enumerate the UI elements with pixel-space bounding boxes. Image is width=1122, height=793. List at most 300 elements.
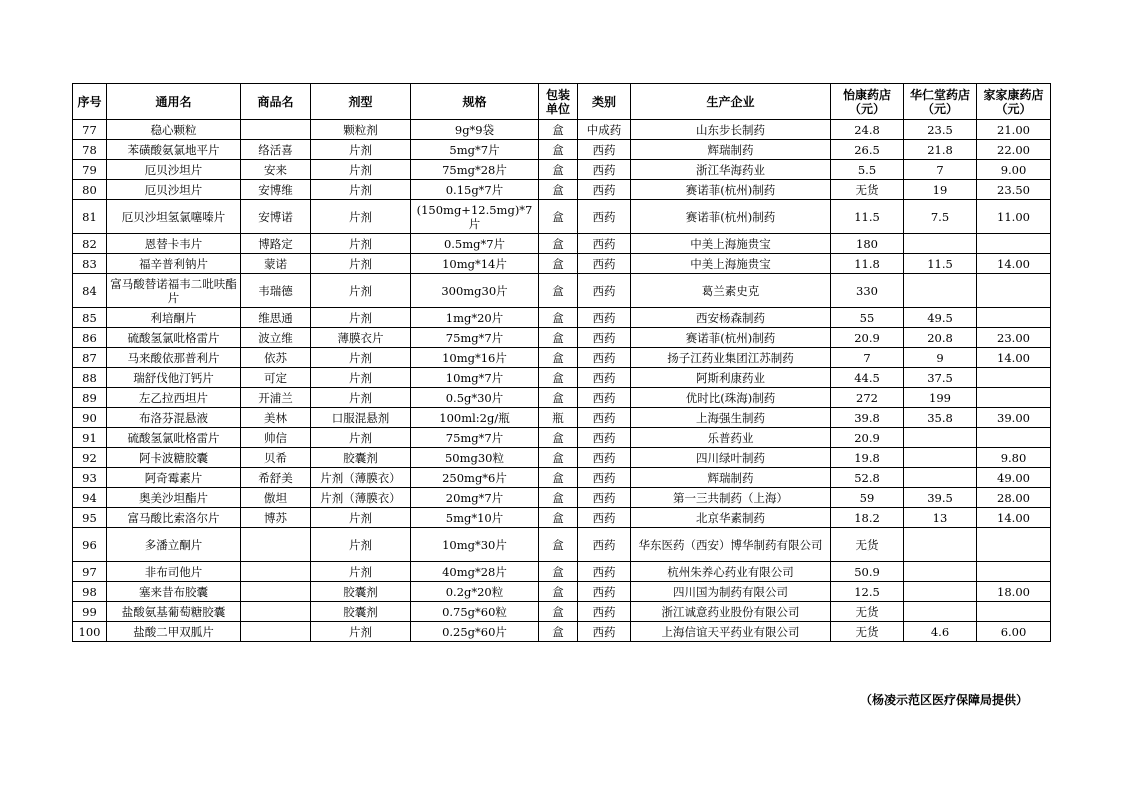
header-text: （元）	[921, 101, 958, 116]
cell-huarentang-price: 4.6	[904, 622, 977, 642]
cell-huarentang-price	[904, 562, 977, 582]
cell-huarentang-price: 11.5	[904, 254, 977, 274]
cell-yikang-price: 26.5	[831, 140, 904, 160]
cell-yikang-price: 无货	[831, 622, 904, 642]
table-row	[73, 528, 1051, 562]
cell-package-unit: 盒	[539, 328, 578, 348]
cell-manufacturer: 山东步长制药	[631, 120, 831, 140]
cell-category: 西药	[578, 602, 631, 622]
cell-manufacturer: 赛诺菲(杭州)制药	[631, 180, 831, 200]
cell-jiajiakang-price: 22.00	[977, 140, 1051, 160]
cell-brand-name	[241, 582, 311, 602]
cell-manufacturer: 赛诺菲(杭州)制药	[631, 200, 831, 234]
cell-package-unit: 盒	[539, 160, 578, 180]
cell-brand-name: 蒙诺	[241, 254, 311, 274]
cell-package-unit: 盒	[539, 428, 578, 448]
cell-jiajiakang-price: 6.00	[977, 622, 1051, 642]
cell-package-unit: 盒	[539, 348, 578, 368]
header-text: 商品名	[257, 94, 294, 109]
cell-generic-name: 苯磺酸氨氯地平片	[107, 140, 241, 160]
cell-yikang-price: 20.9	[831, 328, 904, 348]
header-jiajiakang-price	[977, 84, 1051, 120]
cell-manufacturer: 葛兰素史克	[631, 274, 831, 308]
cell-manufacturer: 赛诺菲(杭州)制药	[631, 328, 831, 348]
cell-manufacturer: 浙江诚意药业股份有限公司	[631, 602, 831, 622]
cell-seq: 96	[73, 528, 107, 562]
cell-package-unit: 盒	[539, 388, 578, 408]
cell-manufacturer: 阿斯利康药业	[631, 368, 831, 388]
cell-huarentang-price	[904, 582, 977, 602]
cell-huarentang-price: 13	[904, 508, 977, 528]
cell-huarentang-price: 23.5	[904, 120, 977, 140]
cell-generic-name: 福辛普利钠片	[107, 254, 241, 274]
table-row	[73, 120, 1051, 140]
cell-dosage-form: 片剂	[311, 140, 411, 160]
table-header	[73, 84, 1051, 120]
cell-generic-name: 马来酸依那普利片	[107, 348, 241, 368]
cell-category: 中成药	[578, 120, 631, 140]
cell-category: 西药	[578, 200, 631, 234]
cell-huarentang-price: 35.8	[904, 408, 977, 428]
cell-huarentang-price	[904, 528, 977, 562]
cell-huarentang-price	[904, 428, 977, 448]
cell-jiajiakang-price	[977, 602, 1051, 622]
cell-jiajiakang-price: 14.00	[977, 508, 1051, 528]
cell-yikang-price: 272	[831, 388, 904, 408]
cell-category: 西药	[578, 368, 631, 388]
cell-seq: 81	[73, 200, 107, 234]
header-category	[578, 84, 631, 120]
header-text: 通用名	[155, 94, 192, 109]
cell-manufacturer: 杭州朱养心药业有限公司	[631, 562, 831, 582]
cell-huarentang-price: 7.5	[904, 200, 977, 234]
cell-brand-name: 安博维	[241, 180, 311, 200]
cell-spec: 10mg*16片	[411, 348, 539, 368]
cell-seq: 86	[73, 328, 107, 348]
cell-brand-name: 希舒美	[241, 468, 311, 488]
cell-generic-name: 非布司他片	[107, 562, 241, 582]
cell-jiajiakang-price: 49.00	[977, 468, 1051, 488]
cell-category: 西药	[578, 562, 631, 582]
cell-package-unit: 盒	[539, 508, 578, 528]
cell-huarentang-price: 20.8	[904, 328, 977, 348]
table-row	[73, 562, 1051, 582]
cell-dosage-form: 片剂	[311, 508, 411, 528]
cell-dosage-form: 薄膜衣片	[311, 328, 411, 348]
cell-dosage-form: 片剂	[311, 348, 411, 368]
header-text: 规格	[462, 94, 487, 109]
cell-spec: 5mg*7片	[411, 140, 539, 160]
cell-brand-name: 维思通	[241, 308, 311, 328]
header-text: 序号	[77, 94, 102, 109]
cell-yikang-price: 55	[831, 308, 904, 328]
header-brand-name	[241, 84, 311, 120]
cell-generic-name: 多潘立酮片	[107, 528, 241, 562]
table-row	[73, 180, 1051, 200]
cell-huarentang-price: 21.8	[904, 140, 977, 160]
cell-manufacturer: 辉瑞制药	[631, 140, 831, 160]
cell-yikang-price: 11.5	[831, 200, 904, 234]
cell-manufacturer: 浙江华海药业	[631, 160, 831, 180]
cell-dosage-form: 片剂	[311, 200, 411, 234]
table-row	[73, 508, 1051, 528]
cell-jiajiakang-price: 28.00	[977, 488, 1051, 508]
table-row	[73, 448, 1051, 468]
cell-jiajiakang-price: 14.00	[977, 348, 1051, 368]
cell-yikang-price: 12.5	[831, 582, 904, 602]
cell-spec: 10mg*14片	[411, 254, 539, 274]
cell-spec: 75mg*28片	[411, 160, 539, 180]
cell-brand-name: 依苏	[241, 348, 311, 368]
cell-category: 西药	[578, 428, 631, 448]
cell-brand-name: 傲坦	[241, 488, 311, 508]
cell-dosage-form: 胶囊剂	[311, 448, 411, 468]
cell-yikang-price: 39.8	[831, 408, 904, 428]
table-row	[73, 348, 1051, 368]
cell-brand-name	[241, 562, 311, 582]
cell-spec: 250mg*6片	[411, 468, 539, 488]
cell-dosage-form: 片剂	[311, 562, 411, 582]
header-spec	[411, 84, 539, 120]
cell-manufacturer: 上海强生制药	[631, 408, 831, 428]
cell-manufacturer: 四川国为制药有限公司	[631, 582, 831, 602]
cell-spec: 0.25g*60片	[411, 622, 539, 642]
cell-package-unit: 盒	[539, 528, 578, 562]
cell-yikang-price: 24.8	[831, 120, 904, 140]
cell-category: 西药	[578, 160, 631, 180]
cell-package-unit: 盒	[539, 488, 578, 508]
table-row	[73, 308, 1051, 328]
cell-package-unit: 盒	[539, 140, 578, 160]
cell-generic-name: 盐酸氨基葡萄糖胶囊	[107, 602, 241, 622]
cell-yikang-price: 7	[831, 348, 904, 368]
cell-package-unit: 盒	[539, 180, 578, 200]
cell-yikang-price: 19.8	[831, 448, 904, 468]
table-row	[73, 274, 1051, 308]
cell-yikang-price: 20.9	[831, 428, 904, 448]
cell-package-unit: 盒	[539, 468, 578, 488]
cell-dosage-form: 片剂（薄膜衣）	[311, 468, 411, 488]
cell-huarentang-price: 49.5	[904, 308, 977, 328]
cell-spec: (150mg+12.5mg)*7片	[411, 200, 539, 234]
cell-seq: 92	[73, 448, 107, 468]
cell-seq: 95	[73, 508, 107, 528]
cell-seq: 84	[73, 274, 107, 308]
cell-spec: 0.75g*60粒	[411, 602, 539, 622]
cell-huarentang-price	[904, 468, 977, 488]
cell-generic-name: 阿卡波糖胶囊	[107, 448, 241, 468]
header-manufacturer	[631, 84, 831, 120]
cell-manufacturer: 四川绿叶制药	[631, 448, 831, 468]
cell-yikang-price: 52.8	[831, 468, 904, 488]
cell-seq: 83	[73, 254, 107, 274]
cell-category: 西药	[578, 348, 631, 368]
cell-dosage-form: 片剂	[311, 234, 411, 254]
cell-yikang-price: 无货	[831, 180, 904, 200]
cell-manufacturer: 辉瑞制药	[631, 468, 831, 488]
cell-brand-name: 博路定	[241, 234, 311, 254]
cell-spec: 5mg*10片	[411, 508, 539, 528]
cell-package-unit: 盒	[539, 368, 578, 388]
cell-manufacturer: 乐普药业	[631, 428, 831, 448]
cell-jiajiakang-price	[977, 562, 1051, 582]
header-text: （元）	[995, 101, 1032, 116]
cell-seq: 78	[73, 140, 107, 160]
cell-jiajiakang-price	[977, 368, 1051, 388]
cell-yikang-price: 11.8	[831, 254, 904, 274]
table-row	[73, 234, 1051, 254]
cell-manufacturer: 第一三共制药（上海）	[631, 488, 831, 508]
cell-brand-name	[241, 528, 311, 562]
cell-yikang-price: 330	[831, 274, 904, 308]
cell-package-unit: 盒	[539, 308, 578, 328]
cell-huarentang-price: 199	[904, 388, 977, 408]
cell-seq: 91	[73, 428, 107, 448]
table-row	[73, 602, 1051, 622]
cell-spec: 40mg*28片	[411, 562, 539, 582]
cell-category: 西药	[578, 388, 631, 408]
cell-huarentang-price: 9	[904, 348, 977, 368]
cell-dosage-form: 片剂	[311, 368, 411, 388]
table-row	[73, 468, 1051, 488]
cell-package-unit: 盒	[539, 234, 578, 254]
cell-spec: 75mg*7片	[411, 428, 539, 448]
cell-seq: 89	[73, 388, 107, 408]
cell-brand-name: 安来	[241, 160, 311, 180]
cell-huarentang-price: 7	[904, 160, 977, 180]
cell-generic-name: 阿奇霉素片	[107, 468, 241, 488]
header-dosage-form	[311, 84, 411, 120]
cell-spec: 0.15g*7片	[411, 180, 539, 200]
header-text: 家家康药店	[983, 87, 1044, 102]
cell-dosage-form: 片剂	[311, 388, 411, 408]
cell-spec: 0.5mg*7片	[411, 234, 539, 254]
cell-spec: 9g*9袋	[411, 120, 539, 140]
cell-package-unit: 盒	[539, 562, 578, 582]
cell-package-unit: 盒	[539, 120, 578, 140]
cell-seq: 98	[73, 582, 107, 602]
cell-jiajiakang-price: 39.00	[977, 408, 1051, 428]
cell-spec: 20mg*7片	[411, 488, 539, 508]
cell-category: 西药	[578, 622, 631, 642]
header-row	[73, 84, 1051, 120]
header-yikang-price	[831, 84, 904, 120]
cell-seq: 88	[73, 368, 107, 388]
cell-jiajiakang-price	[977, 274, 1051, 308]
cell-dosage-form: 片剂	[311, 160, 411, 180]
cell-jiajiakang-price: 21.00	[977, 120, 1051, 140]
cell-generic-name: 厄贝沙坦氢氯噻嗪片	[107, 200, 241, 234]
cell-brand-name	[241, 622, 311, 642]
cell-package-unit: 盒	[539, 254, 578, 274]
cell-dosage-form: 片剂	[311, 180, 411, 200]
cell-package-unit: 盒	[539, 602, 578, 622]
cell-package-unit: 盒	[539, 448, 578, 468]
cell-category: 西药	[578, 508, 631, 528]
source-credit: （杨凌示范区医疗保障局提供）	[859, 693, 1028, 707]
cell-category: 西药	[578, 274, 631, 308]
cell-spec: 0.2g*20粒	[411, 582, 539, 602]
cell-spec: 100ml:2g/瓶	[411, 408, 539, 428]
cell-dosage-form: 片剂	[311, 428, 411, 448]
cell-yikang-price: 180	[831, 234, 904, 254]
table-row	[73, 200, 1051, 234]
cell-manufacturer: 华东医药（西安）博华制药有限公司	[631, 528, 831, 562]
cell-category: 西药	[578, 308, 631, 328]
table-row	[73, 388, 1051, 408]
cell-category: 西药	[578, 180, 631, 200]
cell-brand-name: 开浦兰	[241, 388, 311, 408]
cell-brand-name: 波立维	[241, 328, 311, 348]
cell-category: 西药	[578, 254, 631, 274]
cell-spec: 10mg*30片	[411, 528, 539, 562]
table-row	[73, 328, 1051, 348]
cell-manufacturer: 中美上海施贵宝	[631, 234, 831, 254]
cell-jiajiakang-price	[977, 388, 1051, 408]
cell-package-unit: 盒	[539, 200, 578, 234]
table-row	[73, 428, 1051, 448]
cell-yikang-price: 5.5	[831, 160, 904, 180]
cell-dosage-form: 片剂	[311, 308, 411, 328]
cell-seq: 99	[73, 602, 107, 622]
cell-manufacturer: 优时比(珠海)制药	[631, 388, 831, 408]
table-row	[73, 622, 1051, 642]
cell-brand-name: 络活喜	[241, 140, 311, 160]
cell-generic-name: 厄贝沙坦片	[107, 160, 241, 180]
cell-dosage-form: 口服混悬剂	[311, 408, 411, 428]
cell-category: 西药	[578, 140, 631, 160]
cell-huarentang-price	[904, 274, 977, 308]
cell-spec: 0.5g*30片	[411, 388, 539, 408]
cell-jiajiakang-price	[977, 234, 1051, 254]
cell-manufacturer: 中美上海施贵宝	[631, 254, 831, 274]
cell-dosage-form: 胶囊剂	[311, 582, 411, 602]
cell-generic-name: 奥美沙坦酯片	[107, 488, 241, 508]
table-row	[73, 488, 1051, 508]
cell-yikang-price: 无货	[831, 602, 904, 622]
cell-jiajiakang-price: 11.00	[977, 200, 1051, 234]
cell-dosage-form: 片剂	[311, 528, 411, 562]
cell-jiajiakang-price: 9.00	[977, 160, 1051, 180]
cell-category: 西药	[578, 488, 631, 508]
cell-brand-name	[241, 120, 311, 140]
header-text: 类别	[591, 94, 616, 109]
cell-manufacturer: 上海信谊天平药业有限公司	[631, 622, 831, 642]
cell-dosage-form: 颗粒剂	[311, 120, 411, 140]
cell-package-unit: 盒	[539, 622, 578, 642]
cell-category: 西药	[578, 448, 631, 468]
cell-yikang-price: 44.5	[831, 368, 904, 388]
cell-brand-name: 韦瑞德	[241, 274, 311, 308]
cell-yikang-price: 18.2	[831, 508, 904, 528]
cell-dosage-form: 片剂	[311, 622, 411, 642]
cell-huarentang-price	[904, 234, 977, 254]
cell-generic-name: 厄贝沙坦片	[107, 180, 241, 200]
cell-yikang-price: 50.9	[831, 562, 904, 582]
cell-generic-name: 利培酮片	[107, 308, 241, 328]
cell-generic-name: 富马酸替诺福韦二吡呋酯片	[107, 274, 241, 308]
cell-generic-name: 硫酸氢氯吡格雷片	[107, 328, 241, 348]
cell-brand-name: 贝希	[241, 448, 311, 468]
cell-yikang-price: 59	[831, 488, 904, 508]
cell-jiajiakang-price	[977, 308, 1051, 328]
table-row	[73, 368, 1051, 388]
cell-huarentang-price: 19	[904, 180, 977, 200]
cell-yikang-price: 无货	[831, 528, 904, 562]
cell-spec: 50mg30粒	[411, 448, 539, 468]
cell-brand-name: 博苏	[241, 508, 311, 528]
header-generic-name	[107, 84, 241, 120]
cell-seq: 97	[73, 562, 107, 582]
header-text: 包装	[545, 87, 570, 102]
cell-category: 西药	[578, 408, 631, 428]
cell-brand-name: 可定	[241, 368, 311, 388]
table-row	[73, 140, 1051, 160]
cell-manufacturer: 西安杨森制药	[631, 308, 831, 328]
header-text: 怡康药店	[842, 87, 891, 102]
cell-seq: 77	[73, 120, 107, 140]
cell-brand-name: 美林	[241, 408, 311, 428]
cell-package-unit: 盒	[539, 274, 578, 308]
cell-seq: 100	[73, 622, 107, 642]
table-row	[73, 160, 1051, 180]
table-body	[73, 120, 1051, 642]
cell-jiajiakang-price: 14.00	[977, 254, 1051, 274]
cell-category: 西药	[578, 468, 631, 488]
cell-seq: 87	[73, 348, 107, 368]
drug-price-table	[72, 83, 1051, 642]
cell-category: 西药	[578, 582, 631, 602]
cell-huarentang-price: 37.5	[904, 368, 977, 388]
cell-seq: 85	[73, 308, 107, 328]
cell-spec: 75mg*7片	[411, 328, 539, 348]
cell-dosage-form: 片剂	[311, 274, 411, 308]
cell-generic-name: 瑞舒伐他汀钙片	[107, 368, 241, 388]
cell-package-unit: 盒	[539, 582, 578, 602]
cell-seq: 82	[73, 234, 107, 254]
cell-seq: 94	[73, 488, 107, 508]
header-seq	[73, 84, 107, 120]
table-row	[73, 408, 1051, 428]
cell-category: 西药	[578, 234, 631, 254]
cell-huarentang-price	[904, 602, 977, 622]
cell-spec: 300mg30片	[411, 274, 539, 308]
header-text: 生产企业	[706, 94, 755, 109]
cell-manufacturer: 扬子江药业集团江苏制药	[631, 348, 831, 368]
cell-generic-name: 硫酸氢氯吡格雷片	[107, 428, 241, 448]
cell-generic-name: 布洛芬混悬液	[107, 408, 241, 428]
cell-jiajiakang-price	[977, 428, 1051, 448]
table-row	[73, 582, 1051, 602]
cell-huarentang-price	[904, 448, 977, 468]
header-package-unit	[539, 84, 578, 120]
header-text: 单位	[545, 101, 570, 116]
cell-generic-name: 富马酸比索洛尔片	[107, 508, 241, 528]
cell-manufacturer: 北京华素制药	[631, 508, 831, 528]
cell-spec: 1mg*20片	[411, 308, 539, 328]
cell-generic-name: 盐酸二甲双胍片	[107, 622, 241, 642]
cell-generic-name: 左乙拉西坦片	[107, 388, 241, 408]
cell-jiajiakang-price: 18.00	[977, 582, 1051, 602]
cell-generic-name: 稳心颗粒	[107, 120, 241, 140]
cell-brand-name: 帅信	[241, 428, 311, 448]
cell-seq: 90	[73, 408, 107, 428]
cell-generic-name: 恩替卡韦片	[107, 234, 241, 254]
cell-jiajiakang-price: 23.00	[977, 328, 1051, 348]
cell-package-unit: 瓶	[539, 408, 578, 428]
header-huarentang-price	[904, 84, 977, 120]
cell-spec: 10mg*7片	[411, 368, 539, 388]
